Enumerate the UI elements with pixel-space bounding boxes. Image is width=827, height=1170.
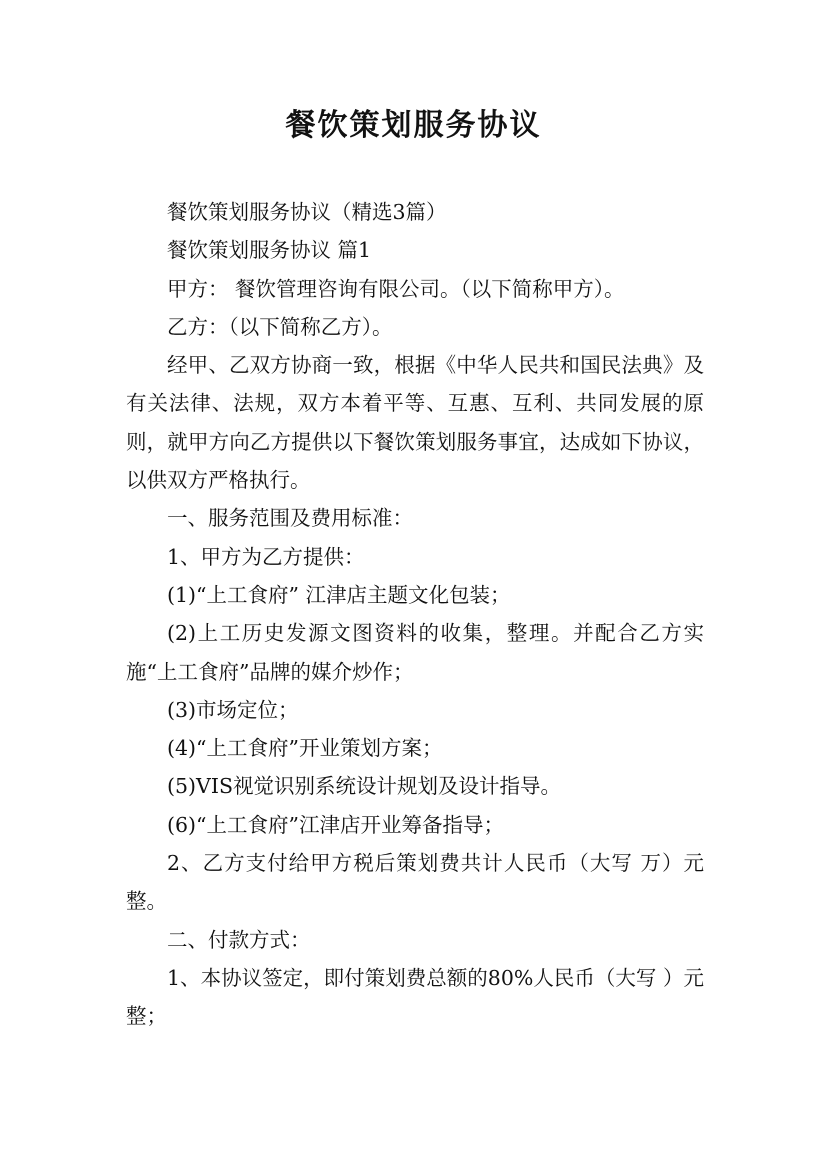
paragraph-party-b: 乙方：（以下简称乙方）。 bbox=[167, 314, 393, 339]
paragraph-clause-1-2: 2、乙方支付给甲方税后策划费共计人民币（大写 万）元整。 bbox=[126, 851, 704, 914]
paragraph-clause-2-1: 1、本协议签定，即付策划费总额的80%人民币（大写 ）元整； bbox=[126, 965, 704, 1029]
paragraph-item-6: (6)“上工食府”江津店开业筹备指导； bbox=[167, 812, 504, 837]
paragraph-item-2: (2)上工历史发源文图资料的收集，整理。并配合乙方实施“上工食府”品牌的媒介炒作； bbox=[126, 621, 704, 684]
paragraph-item-5: (5)VIS视觉识别系统设计规划及设计指导。 bbox=[167, 774, 561, 799]
paragraph-subtitle: 餐饮策划服务协议（精选3篇） bbox=[167, 200, 447, 224]
paragraph-party-a: 甲方： 餐饮管理咨询有限公司。（以下简称甲方）。 bbox=[167, 276, 625, 301]
paragraph-section-heading: 餐饮策划服务协议 篇1 bbox=[167, 238, 372, 263]
paragraph-clause-1-heading: 一、服务范围及费用标准： bbox=[167, 506, 413, 531]
paragraph-clause-1-1: 1、甲方为乙方提供： bbox=[167, 544, 365, 569]
paragraph-item-4: (4)“上工食府”开业策划方案； bbox=[167, 736, 443, 761]
document-body bbox=[126, 193, 704, 1036]
document-title: 餐饮策划服务协议 bbox=[285, 108, 542, 143]
paragraph-clause-2-heading: 二、付款方式： bbox=[167, 927, 311, 952]
paragraph-preamble: 经甲、乙双方协商一致，根据《中华人民共和国民法典》及有关法律、法规，双方本着平等、互惠、互利、共同发展的原则，就甲方向乙方提供以下餐饮策划服务事宜，达成如下协议，以供双方严格执行。 bbox=[126, 353, 704, 493]
paragraph-item-3: (3)市场定位； bbox=[167, 697, 299, 722]
paragraph-item-1: (1)“上工食府” 江津店主题文化包装； bbox=[167, 582, 511, 607]
